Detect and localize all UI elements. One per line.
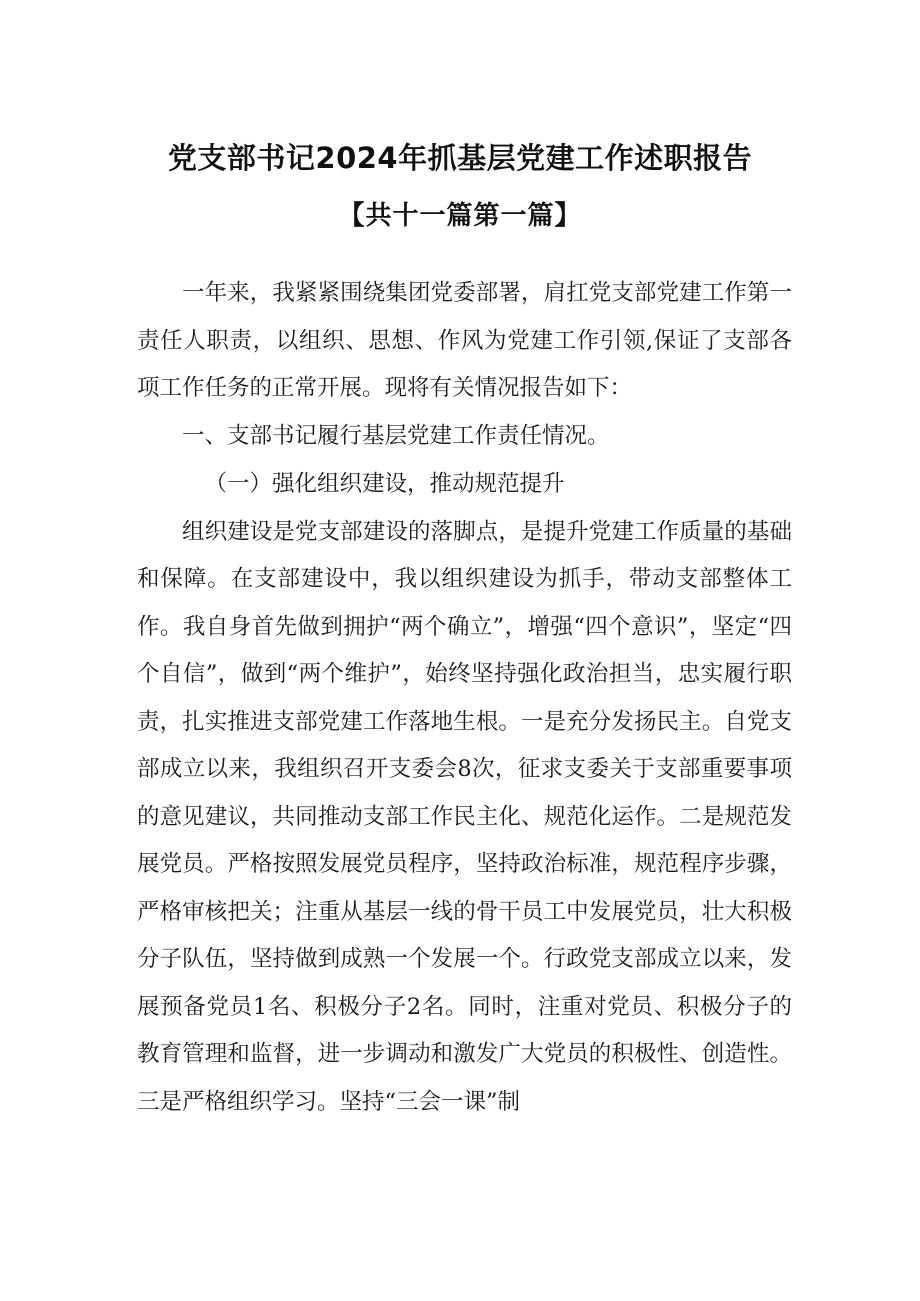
paragraph-organization: 组织建设是党支部建设的落脚点，是提升党建工作质量的基础和保障。在支部建设中，我以组织建设为抓手，带动支部整体工作。我自身首先做到拥护“两个确立”，增强“四个意识”，坚定“四个自信”，做到“两个维护”，始终坚持强化政治担当，忠实履行职责，扎实推进支部党建工作落地生根。一是充分发扬民主。自党支部成立以来，我组织召开支委会8次，征求支委关于支部重要事项的意见建议，共同推动支部工作民主化、规范化运作。二是规范发展党员。严格按照发展党员程序，坚持政治标准，规范程序步骤，严格审核把关；注重从基层一线的骨干员工中发展党员，壮大积极分子队伍，坚持做到成熟一个发展一个。行政党支部成立以来，发展预备党员1名、积极分子2名。同时，注重对党员、积极分子的教育管理和监督，进一步调动和激发广大党员的积极性、创造性。三是严格组织学习。坚持“三会一课”制 <box>137 518 792 1115</box>
document-title: 党支部书记2024年抓基层党建工作述职报告 <box>167 141 753 175</box>
paragraph-intro: 一年来，我紧紧围绕集团党委部署，肩扛党支部党建工作第一责任人职责，以组织、思想、作风为党建工作引领,保证了支部各项工作任务的正常开展。现将有关情况报告如下： <box>137 280 792 401</box>
subsection-heading: （一）强化组织建设，推动规范提升 <box>204 471 565 497</box>
document-subtitle: 【共十一篇第一篇】 <box>338 201 582 231</box>
document-body <box>137 270 792 1126</box>
section-heading: 一、支部书记履行基层党建工作责任情况。 <box>182 422 610 449</box>
